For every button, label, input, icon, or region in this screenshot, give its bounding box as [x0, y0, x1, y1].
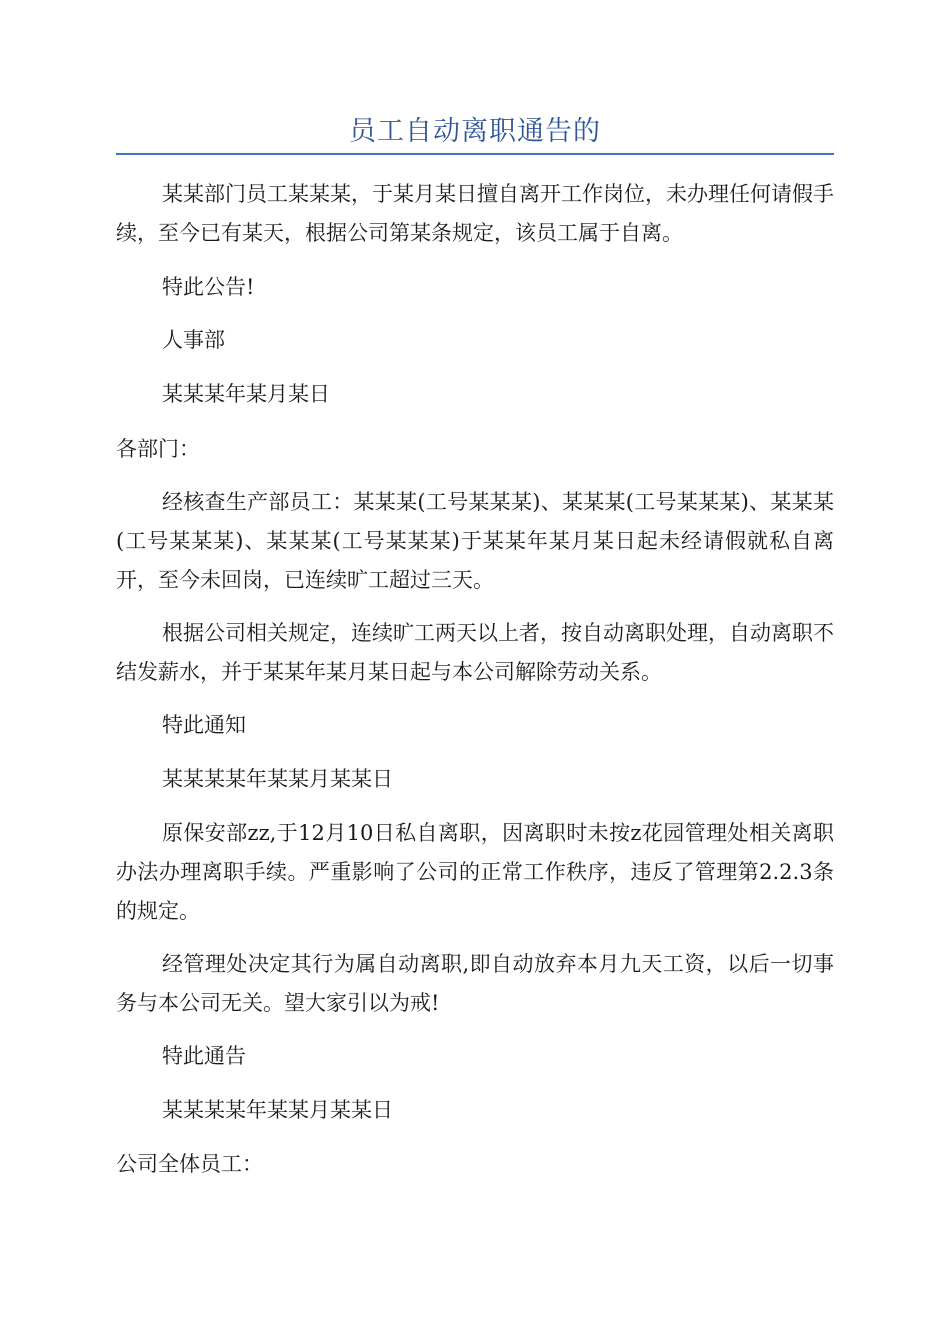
paragraph-salutation-all-staff: 公司全体员工：	[116, 1152, 263, 1176]
paragraph-absence-notice: 某某部门员工某某某，于某月某日擅自离开工作岗位，未办理任何请假手续，至今已有某天，根据公司第某条规定，该员工属于自离。	[116, 182, 834, 245]
paragraph-production-staff-check: 经核查生产部员工：某某某(工号某某某)、某某某(工号某某某)、某某某(工号某某某)、某某某(工号某某某)于某某年某月某日起未经请假就私自离开，至今未回岗，已连续旷工超过三天。	[116, 490, 834, 592]
paragraph-company-regulation: 根据公司相关规定，连续旷工两天以上者，按自动离职处理，自动离职不结发薪水，并于某某年某月某日起与本公司解除劳动关系。	[116, 621, 834, 684]
paragraph-bulletin-closing: 特此通告	[162, 1044, 246, 1068]
paragraph-date-1: 某某某年某月某日	[162, 382, 330, 406]
paragraph-announcement-closing: 特此公告!	[162, 275, 255, 299]
title-underline	[116, 153, 834, 155]
paragraph-notice-closing: 特此通知	[162, 713, 246, 737]
paragraph-date-2: 某某某某年某某月某某日	[162, 767, 393, 791]
paragraph-salutation-departments: 各部门：	[116, 437, 200, 461]
paragraph-date-3: 某某某某年某某月某某日	[162, 1098, 393, 1122]
paragraph-management-decision: 经管理处决定其行为属自动离职,即自动放弃本月九天工资，以后一切事务与本公司无关。望大家引以为戒!	[116, 952, 834, 1015]
paragraph-security-staff: 原保安部zz,于12月10日私自离职，因离职时未按z花园管理处相关离职办法办理离职手续。严重影响了公司的正常工作秩序，违反了管理第2.2.3条的规定。	[116, 821, 834, 923]
paragraph-hr-department: 人事部	[162, 328, 225, 352]
document-title: 员工自动离职通告的	[349, 116, 601, 147]
